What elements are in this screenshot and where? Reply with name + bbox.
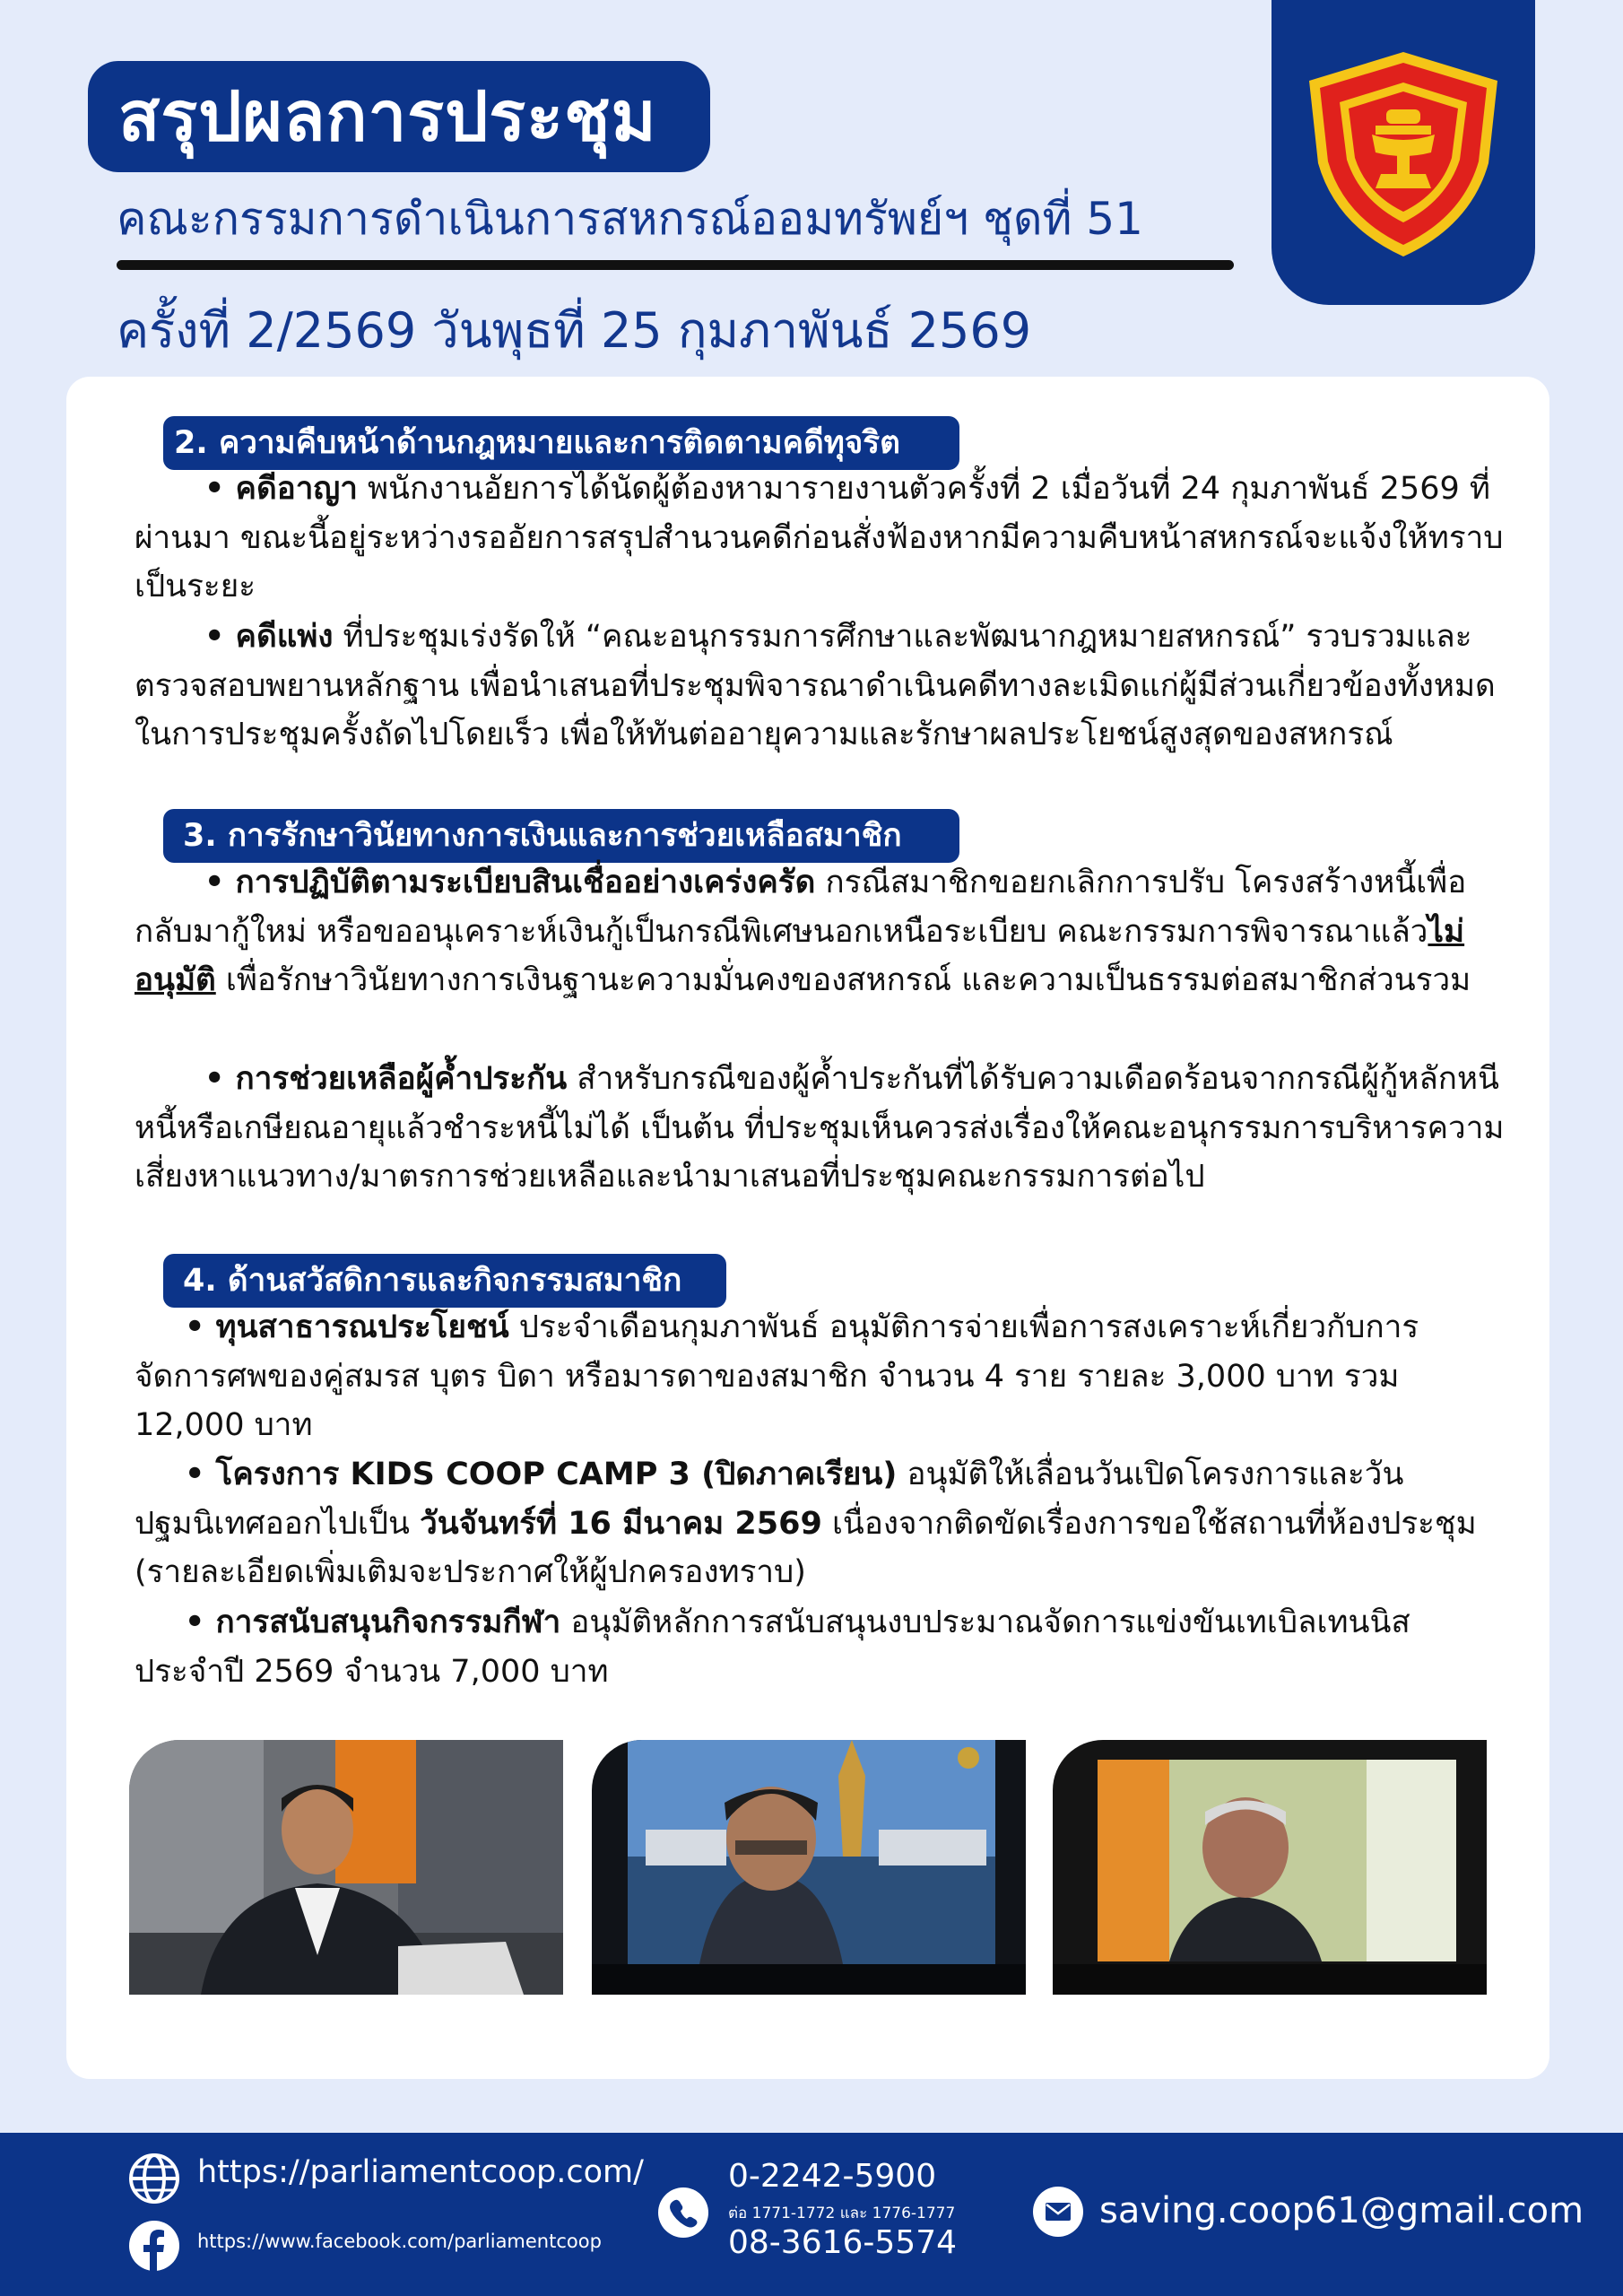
section-4-paragraph-camp <box>135 1450 1506 1597</box>
kids-camp-label: • โครงการ KIDS COOP CAMP 3 (ปิดภาคเรียน) <box>185 1457 898 1492</box>
photo-presenter <box>129 1740 563 1995</box>
credit-rules-label: • การปฏิบัติตามระเบียบสินเชื่ออย่างเคร่งครัด <box>204 865 816 900</box>
meeting-date: ครั้งที่ 2/2569 วันพุธที่ 25 กุมภาพันธ์ 2569 <box>117 302 1032 359</box>
camp-date-emphasis: วันจันทร์ที่ 16 มีนาคม 2569 <box>420 1505 822 1542</box>
not-approved-emphasis: ไม่อนุมัติ <box>135 913 1465 998</box>
section-2-heading: 2. ความคืบหน้าด้านกฎหมายและการติดตามคดีทุจริต <box>163 416 959 470</box>
phone-icon <box>657 2187 709 2239</box>
criminal-case-text: พนักงานอัยการได้นัดผู้ต้องหามารายงานตัวครั้งที่ 2 เมื่อวันที่ 24 กุมภาพันธ์ 2569 ที่ผ่านมา ขณะนี้อยู่ระหว่างรออัยการสรุปสำนวนคดีก่อนสั่งฟ้องหากมีความคืบหน้าสหกรณ์จะแจ้งให้ทราบเป็นระยะ <box>135 471 1504 604</box>
section-2-paragraph-civil <box>135 613 1506 760</box>
kids-camp-text-b: เนื่องจากติดขัดเรื่องการขอใช้สถานที่ห้องประชุม (รายละเอียดเพิ่มเติมจะประกาศให้ผู้ปกครองทราบ) <box>135 1505 1477 1590</box>
photo-video-call-2 <box>1053 1740 1487 1995</box>
criminal-case-label: • คดีอาญา <box>204 471 358 507</box>
kids-camp-text-a: อนุมัติให้เลื่อนวันเปิดโครงการและวัน ปฐมนิเทศออกไปเป็น <box>135 1457 1404 1542</box>
photo-video-call-1 <box>592 1740 1026 1995</box>
section-4-heading: 4. ด้านสวัสดิการและกิจกรรมสมาชิก <box>163 1254 726 1308</box>
header-divider <box>117 260 1234 270</box>
page-title: สรุปผลการประชุม <box>88 61 710 172</box>
phone-number-mobile[interactable]: 08-3616-5574 <box>728 2224 958 2261</box>
civil-case-text: ที่ประชุมเร่งรัดให้ “คณะอนุกรรมการศึกษาและพัฒนากฎหมายสหกรณ์” รวบรวมและตรวจสอบพยานหลักฐาน เพื่อนำเสนอที่ประชุมพิจารณาดำเนินคดีทางละเมิดแก่ผู้มีส่วนเกี่ยวข้องทั้งหมด ในการประชุมครั้งถัดไปโดยเร็ว เพื่อให้ทันต่ออายุความและรักษาผลประโยชน์สูงสุดของสหกรณ์ <box>135 619 1496 752</box>
email-icon <box>1032 2186 1084 2238</box>
facebook-icon <box>128 2220 180 2272</box>
website-link[interactable]: https://parliamentcoop.com/ <box>197 2154 644 2190</box>
sport-support-text: อนุมัติหลักการสนับสนุนงบประมาณจัดการแข่งขันเทเบิลเทนนิส ประจำปี 2569 จำนวน 7,000 บาท <box>135 1605 1410 1690</box>
section-4-paragraph-sport <box>135 1598 1506 1696</box>
email-address[interactable]: saving.coop61@gmail.com <box>1099 2190 1584 2231</box>
public-fund-label: • ทุนสาธารณประโยชน์ <box>185 1309 509 1345</box>
guarantor-help-label: • การช่วยเหลือผู้ค้ำประกัน <box>204 1061 568 1097</box>
phone-number-main[interactable]: 0-2242-5900 <box>728 2158 937 2195</box>
civil-case-label: • คดีแพ่ง <box>204 619 334 655</box>
credit-rules-text-b: เพื่อรักษาวินัยทางการเงินฐานะความมั่นคงของสหกรณ์ และความเป็นธรรมต่อสมาชิกส่วนรวม <box>215 962 1471 998</box>
globe-icon <box>128 2152 180 2205</box>
coop-emblem-logo <box>1300 47 1506 262</box>
facebook-link[interactable]: https://www.facebook.com/parliamentcoop <box>197 2231 602 2252</box>
logo-panel <box>1271 0 1535 305</box>
committee-subtitle: คณะกรรมการดำเนินการสหกรณ์ออมทรัพย์ฯ ชุดที่ 51 <box>117 193 1143 245</box>
section-3-paragraph-guarantor <box>135 1055 1506 1202</box>
section-4-paragraph-fund <box>135 1303 1506 1450</box>
guarantor-help-text: สำหรับกรณีของผู้ค้ำประกันที่ได้รับความเดือดร้อนจากกรณีผู้กู้หลักหนีหนี้หรือเกษียณอายุแล้วชำระหนี้ไม่ได้ เป็นต้น ที่ประชุมเห็นควรส่งเรื่องให้คณะอนุกรรมการบริหารความเสี่ยงหาแนวทาง/มาตรการช่วยเหลือและนำมาเสนอที่ประชุมคณะกรรมการต่อไป <box>135 1061 1505 1195</box>
sport-support-label: • การสนับสนุนกิจกรรมกีฬา <box>185 1605 561 1640</box>
public-fund-text: ประจำเดือนกุมภาพันธ์ อนุมัติการจ่ายเพื่อการสงเคราะห์เกี่ยวกับการจัดการศพของคู่สมรส บุตร บิดา หรือมารดาของสมาชิก จำนวน 4 ราย รายละ 3,000 บาท รวม 12,000 บาท <box>135 1309 1419 1443</box>
phone-extensions: ต่อ 1771-1772 และ 1776-1777 <box>728 2205 956 2222</box>
section-3-paragraph-credit <box>135 858 1506 1005</box>
section-2-paragraph-criminal <box>135 465 1506 612</box>
section-3-heading: 3. การรักษาวินัยทางการเงินและการช่วยเหลือสมาชิก <box>163 809 959 863</box>
credit-rules-text-a: กรณีสมาชิกขอยกเลิกการปรับ โครงสร้างหนี้เพื่อกลับมากู้ใหม่ หรือขออนุเคราะห์เงินกู้เป็นกรณีพิเศษนอกเหนือระเบียบ คณะกรรมการพิจารณาแล้ว <box>135 865 1467 950</box>
